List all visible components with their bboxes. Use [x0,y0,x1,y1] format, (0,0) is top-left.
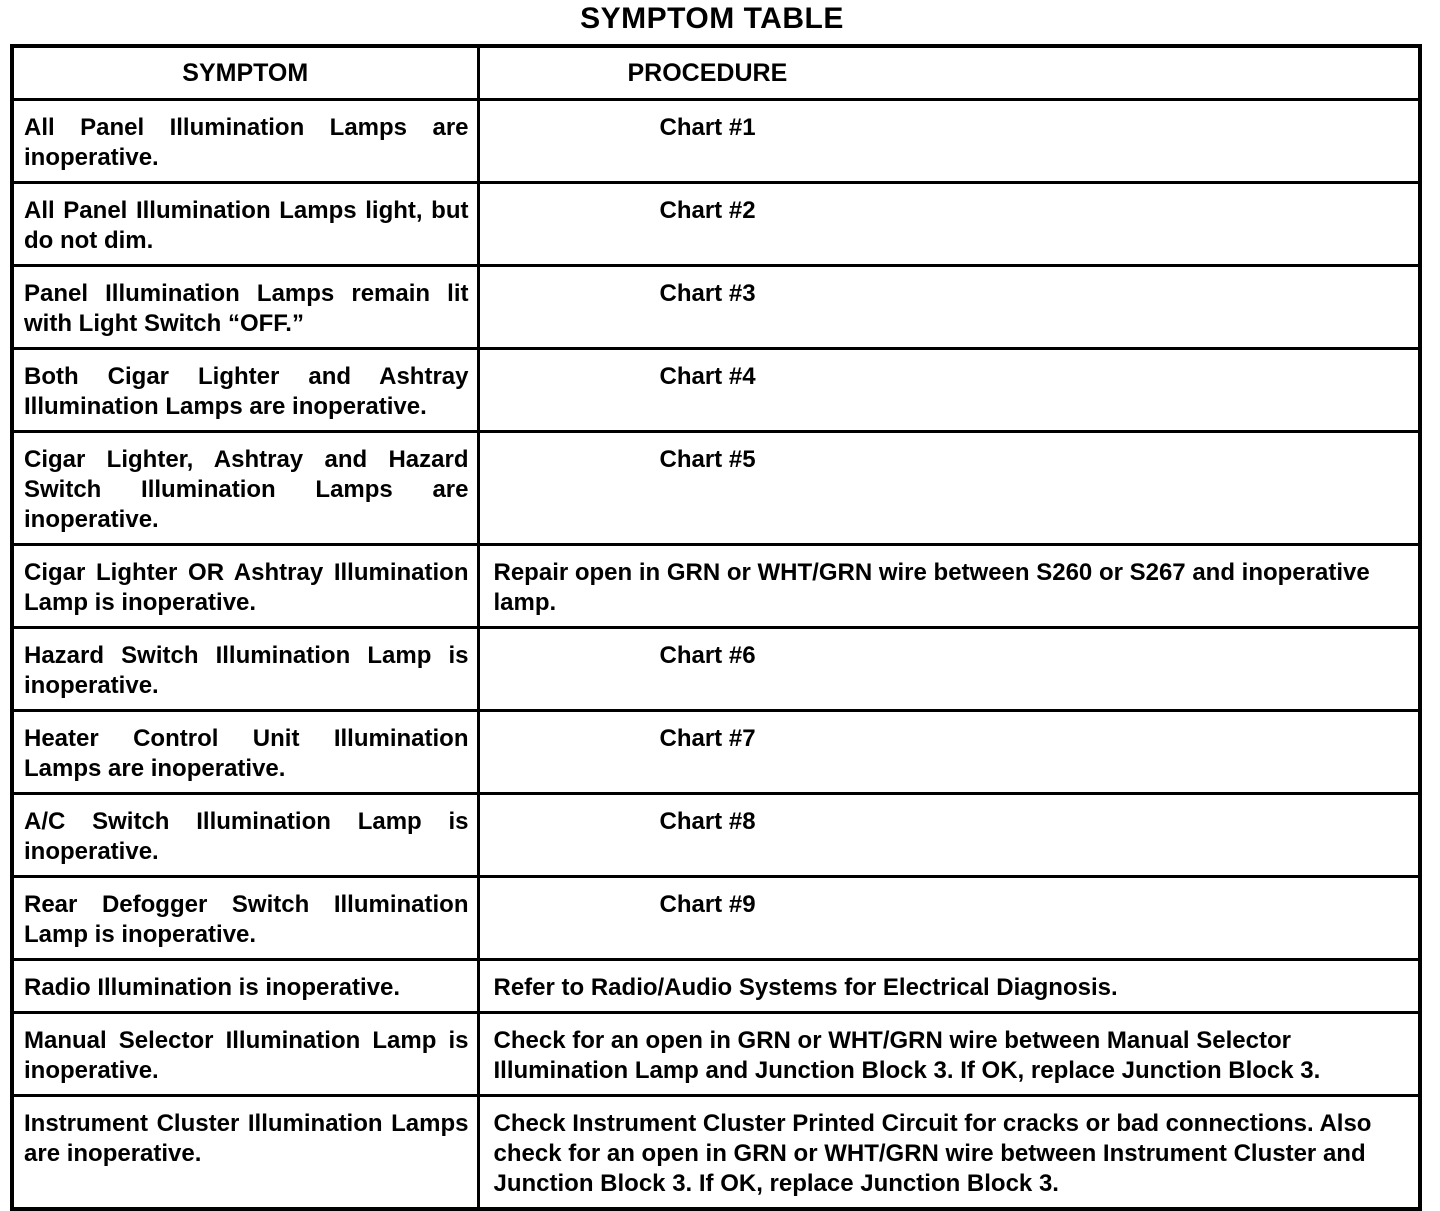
table-row [12,545,1420,628]
table-row [12,349,1420,432]
symptom-cell: Cigar Lighter, Ashtray and Hazard Switch Illumination Lamps are inoperative. [12,432,478,545]
procedure-cell: Repair open in GRN or WHT/GRN wire between S260 or S267 and inoperative lamp. [478,545,1420,628]
procedure-cell: Check for an open in GRN or WHT/GRN wire between Manual Selector Illumination Lamp and Junction Block 3. If OK, replace Junction Block 3. [478,1013,1420,1096]
table-row [12,1096,1420,1210]
table-row [12,432,1420,545]
procedure-cell: Chart #6 [478,628,1420,711]
symptom-cell: Both Cigar Lighter and Ashtray Illumination Lamps are inoperative. [12,349,478,432]
procedure-cell: Chart #7 [478,711,1420,794]
table-row [12,183,1420,266]
symptom-cell: All Panel Illumination Lamps light, but do not dim. [12,183,478,266]
symptom-cell: Radio Illumination is inoperative. [12,960,478,1013]
procedure-cell: Chart #5 [478,432,1420,545]
table-row [12,1013,1420,1096]
symptom-cell: Cigar Lighter OR Ashtray Illumination Lamp is inoperative. [12,545,478,628]
procedure-cell: Refer to Radio/Audio Systems for Electrical Diagnosis. [478,960,1420,1013]
symptom-cell: Heater Control Unit Illumination Lamps are inoperative. [12,711,478,794]
procedure-cell: Chart #4 [478,349,1420,432]
procedure-cell: Chart #1 [478,100,1420,183]
table-header-row [12,46,1420,100]
symptom-cell: A/C Switch Illumination Lamp is inoperative. [12,794,478,877]
procedure-column-header: PROCEDURE [478,46,1420,100]
table-row [12,960,1420,1013]
symptom-cell: Rear Defogger Switch Illumination Lamp is inoperative. [12,877,478,960]
table-row [12,794,1420,877]
table-row [12,100,1420,183]
procedure-cell: Check Instrument Cluster Printed Circuit for cracks or bad connections. Also check for an open in GRN or WHT/GRN wire between Instrument Cluster and Junction Block 3. If OK, replace Junction Block 3. [478,1096,1420,1210]
table-row [12,711,1420,794]
symptom-table [10,44,1422,1211]
page-title: SYMPTOM TABLE [580,2,844,35]
symptom-cell: Instrument Cluster Illumination Lamps are inoperative. [12,1096,478,1210]
symptom-column-header: SYMPTOM [12,46,478,100]
symptom-cell: All Panel Illumination Lamps are inoperative. [12,100,478,183]
procedure-cell: Chart #9 [478,877,1420,960]
symptom-cell: Manual Selector Illumination Lamp is inoperative. [12,1013,478,1096]
procedure-cell: Chart #2 [478,183,1420,266]
symptom-cell: Panel Illumination Lamps remain lit with Light Switch “OFF.” [12,266,478,349]
table-row [12,877,1420,960]
table-row [12,628,1420,711]
procedure-cell: Chart #8 [478,794,1420,877]
symptom-cell: Hazard Switch Illumination Lamp is inoperative. [12,628,478,711]
procedure-cell: Chart #3 [478,266,1420,349]
table-row [12,266,1420,349]
